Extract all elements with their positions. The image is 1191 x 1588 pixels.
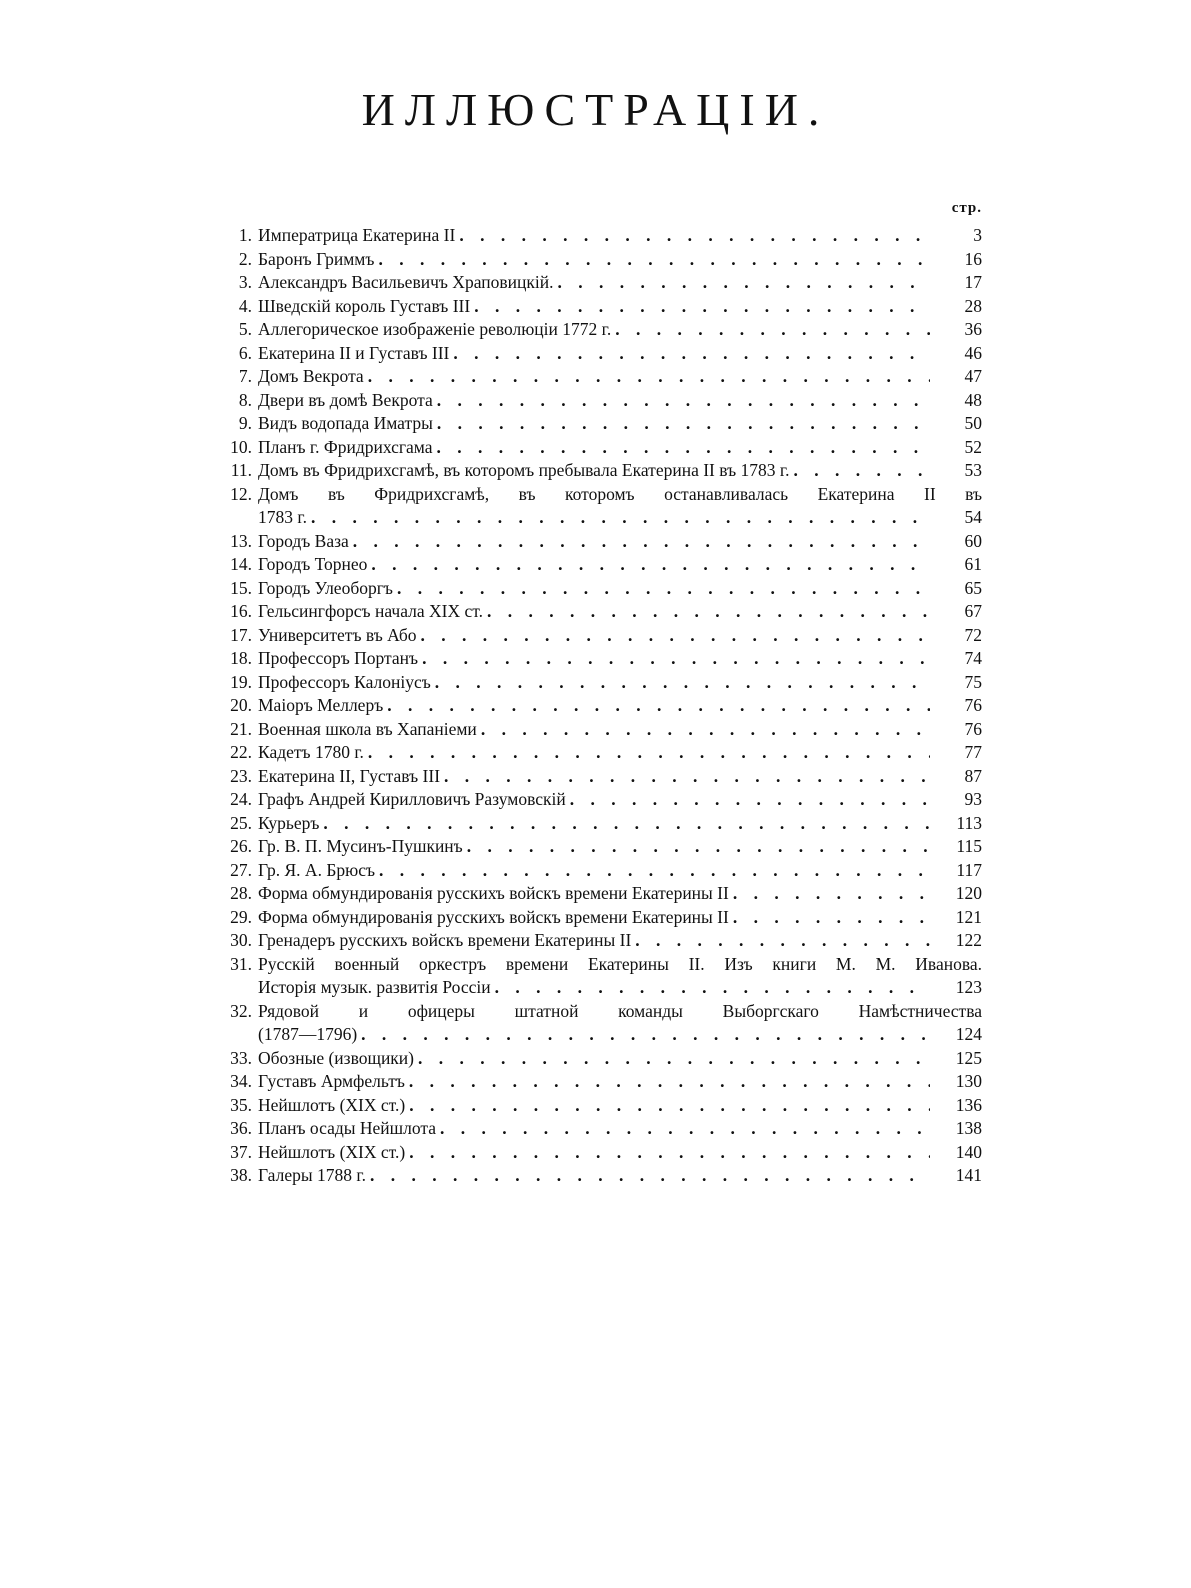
- page-number: 50: [964, 413, 982, 433]
- page-number: 125: [955, 1047, 982, 1068]
- entry-number: 28.: [230, 883, 252, 903]
- entry-title: Графъ Андрей Кирилловичъ Разумовскій: [258, 789, 566, 809]
- list-item: [212, 929, 982, 953]
- page-number: 47: [964, 366, 982, 386]
- entry-body: [258, 389, 982, 413]
- page-number: 76: [964, 695, 982, 715]
- entry-line: [258, 624, 982, 648]
- entry-number: 36.: [230, 1118, 252, 1138]
- page-number: 60: [964, 530, 982, 551]
- entry-number: 15.: [230, 577, 252, 598]
- entry-body: [258, 271, 982, 295]
- dot-leader: [437, 389, 930, 413]
- entry-title: Екатерина II, Густавъ III: [258, 765, 441, 786]
- dot-leader: [311, 506, 930, 530]
- entry-number: 27.: [230, 859, 252, 880]
- list-item: [212, 788, 982, 812]
- entry-title: Рядовой и офицеры штатной команды Выборгскаго Намѣстничества: [258, 1000, 982, 1021]
- entry-line: [258, 1141, 982, 1165]
- page-number: 46: [964, 342, 982, 363]
- entry-line: [258, 647, 982, 671]
- entry-number: 30.: [230, 930, 252, 950]
- entry-body: [258, 671, 982, 695]
- entry-number: 10.: [230, 436, 252, 457]
- page-number: 67: [964, 601, 982, 621]
- entry-body: [258, 882, 982, 906]
- entry-body: [258, 953, 982, 1000]
- entry-number: 11.: [230, 460, 252, 480]
- entry-number: 14.: [230, 554, 252, 574]
- entry-line: [258, 318, 982, 342]
- list-item: [212, 741, 982, 765]
- entry-body: [258, 1117, 982, 1141]
- list-item: [212, 271, 982, 295]
- dot-leader: [361, 1023, 930, 1047]
- list-item: [212, 248, 982, 272]
- page-number: 3: [973, 225, 982, 245]
- page-number: 77: [964, 742, 982, 762]
- page-number: 36: [964, 319, 982, 339]
- entry-line: [258, 600, 982, 624]
- entry-body: [258, 765, 982, 789]
- entry-line: [258, 882, 982, 906]
- dot-leader: [444, 765, 930, 789]
- list-item: [212, 459, 982, 483]
- entry-line: [258, 365, 982, 389]
- entry-number: 1.: [238, 225, 252, 245]
- entry-title: Домъ въ Фридрихсгамѣ, въ которомъ останавливалась Екатерина II въ: [258, 483, 982, 504]
- page-number: 75: [964, 671, 982, 692]
- page-number: 113: [956, 812, 982, 833]
- list-item: [212, 412, 982, 436]
- entry-line: [258, 671, 982, 695]
- entry-body: [258, 553, 982, 577]
- list-item: [212, 224, 982, 248]
- page-number: 48: [964, 389, 982, 410]
- entry-line: [258, 788, 982, 812]
- entry-body: [258, 318, 982, 342]
- entry-line: [258, 1164, 982, 1188]
- entry-body: [258, 436, 982, 460]
- page-number: 52: [964, 436, 982, 457]
- list-item: [212, 1164, 982, 1188]
- list-item: [212, 600, 982, 624]
- entry-line: [258, 859, 982, 883]
- list-item: [212, 765, 982, 789]
- page-number: 120: [955, 883, 982, 903]
- entry-body: [258, 624, 982, 648]
- dot-leader: [733, 882, 930, 906]
- dot-leader: [418, 1047, 930, 1071]
- entry-title: Гренадеръ русскихъ войскъ времени Екатерины II: [258, 930, 632, 950]
- entry-line: [258, 1117, 982, 1141]
- entry-title: Нейшлотъ (XIX ст.): [258, 1141, 406, 1162]
- entry-line: [258, 906, 982, 930]
- page-number: 115: [956, 836, 982, 856]
- entry-number: 13.: [230, 530, 252, 551]
- entry-number: 18.: [230, 648, 252, 668]
- page-number: 16: [964, 248, 982, 269]
- entry-body: [258, 906, 982, 930]
- page-number: 93: [964, 789, 982, 809]
- entry-body: [258, 248, 982, 272]
- entry-title: Баронъ Гриммъ: [258, 248, 375, 269]
- entry-number: 32.: [230, 1000, 252, 1021]
- page-number: 76: [964, 718, 982, 739]
- list-item: [212, 1000, 982, 1047]
- list-item: [212, 295, 982, 319]
- page-number: 17: [964, 272, 982, 292]
- entry-number: 33.: [230, 1047, 252, 1068]
- entry-line: [258, 459, 982, 483]
- entry-title: Форма обмундированія русскихъ войскъ времени Екатерины II: [258, 883, 729, 903]
- entry-title: Маіоръ Меллеръ: [258, 695, 384, 715]
- entry-body: [258, 1070, 982, 1094]
- entry-body: [258, 1000, 982, 1047]
- dot-leader: [409, 1141, 930, 1165]
- list-item: [212, 1070, 982, 1094]
- entry-title: (1787—1796): [258, 1024, 358, 1044]
- entry-line: [258, 1070, 982, 1094]
- entry-number: 19.: [230, 671, 252, 692]
- entry-title: Профессоръ Калоніусъ: [258, 671, 431, 692]
- entry-number: 37.: [230, 1141, 252, 1162]
- entry-line: [258, 412, 982, 436]
- dot-leader: [397, 577, 930, 601]
- entry-number: 21.: [230, 718, 252, 739]
- entry-line: [258, 483, 982, 507]
- dot-leader: [467, 835, 930, 859]
- list-item: [212, 906, 982, 930]
- illustrations-list: [212, 224, 982, 1188]
- entry-line: [258, 342, 982, 366]
- list-item: [212, 553, 982, 577]
- entry-line: [258, 718, 982, 742]
- dot-leader: [378, 248, 930, 272]
- page-number: 122: [955, 930, 982, 950]
- entry-line: [258, 953, 982, 977]
- entry-body: [258, 412, 982, 436]
- entry-line: [258, 976, 982, 1000]
- page-number: 65: [964, 577, 982, 598]
- page-number: 28: [964, 295, 982, 316]
- entry-title: Густавъ Армфельтъ: [258, 1071, 405, 1091]
- entry-title: Курьеръ: [258, 812, 320, 833]
- entry-title: Форма обмундированія русскихъ войскъ времени Екатерины II: [258, 906, 729, 927]
- list-item: [212, 389, 982, 413]
- list-item: [212, 647, 982, 671]
- dot-leader: [793, 459, 930, 483]
- entry-line: [258, 812, 982, 836]
- entry-number: 20.: [230, 695, 252, 715]
- entry-title: Университетъ въ Або: [258, 624, 417, 645]
- entry-title: Исторія музык. развитія Россіи: [258, 977, 491, 997]
- dot-leader: [409, 1070, 930, 1094]
- entry-number: 7.: [238, 366, 252, 386]
- entry-title: Гр. В. П. Мусинъ-Пушкинъ: [258, 836, 463, 856]
- dot-leader: [615, 318, 930, 342]
- list-item: [212, 1047, 982, 1071]
- list-item: [212, 530, 982, 554]
- list-item: [212, 365, 982, 389]
- list-item: [212, 812, 982, 836]
- entry-line: [258, 1000, 982, 1024]
- entry-body: [258, 835, 982, 859]
- dot-leader: [422, 647, 930, 671]
- entry-line: [258, 1094, 982, 1118]
- entry-number: 35.: [230, 1094, 252, 1115]
- page-number: 74: [964, 648, 982, 668]
- entry-number: 8.: [238, 389, 252, 410]
- dot-leader: [440, 1117, 930, 1141]
- entry-body: [258, 224, 982, 248]
- list-item: [212, 436, 982, 460]
- page-title: ИЛЛЮСТРАЦІИ.: [361, 84, 830, 135]
- entry-line: [258, 1047, 982, 1071]
- entry-title: Императрица Екатерина II: [258, 225, 456, 245]
- entry-number: 25.: [230, 812, 252, 833]
- entry-line: [258, 1023, 982, 1047]
- page-column-header: стр.: [951, 200, 982, 216]
- entry-title: Городъ Улеоборгъ: [258, 577, 393, 598]
- list-item: [212, 835, 982, 859]
- entry-title: Планъ г. Фридрихсгама: [258, 436, 433, 457]
- list-item: [212, 483, 982, 530]
- entry-body: [258, 600, 982, 624]
- page-number: 87: [964, 765, 982, 786]
- dot-leader: [635, 929, 930, 953]
- list-item: [212, 882, 982, 906]
- dot-leader: [379, 859, 930, 883]
- entry-line: [258, 553, 982, 577]
- entry-title: Аллегорическое изображеніе революціи 1772 г.: [258, 319, 612, 339]
- page-number: 140: [955, 1141, 982, 1162]
- list-item: [212, 1141, 982, 1165]
- entry-line: [258, 295, 982, 319]
- entry-title: 1783 г.: [258, 507, 307, 527]
- entry-line: [258, 224, 982, 248]
- dot-leader: [557, 271, 930, 295]
- dot-leader: [459, 224, 930, 248]
- entry-number: 6.: [238, 342, 252, 363]
- entry-title: Планъ осады Нейшлота: [258, 1118, 437, 1138]
- entry-line: [258, 271, 982, 295]
- entry-number: 38.: [230, 1165, 252, 1185]
- page-number: 117: [956, 859, 982, 880]
- entry-number: 16.: [230, 601, 252, 621]
- entry-title: Екатерина II и Густавъ III: [258, 342, 450, 363]
- entry-number: 24.: [230, 789, 252, 809]
- dot-leader: [570, 788, 930, 812]
- page-number: 54: [964, 507, 982, 527]
- dot-leader: [474, 295, 930, 319]
- entry-number: 29.: [230, 906, 252, 927]
- entry-body: [258, 718, 982, 742]
- page-number: 72: [964, 624, 982, 645]
- entry-title: Профессоръ Портанъ: [258, 648, 419, 668]
- entry-number: 5.: [238, 319, 252, 339]
- entry-line: [258, 530, 982, 554]
- entry-body: [258, 1164, 982, 1188]
- page-number: 141: [955, 1165, 982, 1185]
- entry-title: Видъ водопада Иматры: [258, 413, 433, 433]
- entry-body: [258, 741, 982, 765]
- entry-body: [258, 694, 982, 718]
- entry-number: 12.: [230, 483, 252, 504]
- dot-leader: [437, 412, 930, 436]
- page-number: 123: [955, 977, 982, 997]
- dot-leader: [487, 600, 930, 624]
- entry-body: [258, 459, 982, 483]
- page-number: 136: [955, 1094, 982, 1115]
- dot-leader: [353, 530, 930, 554]
- page-number: 61: [964, 554, 982, 574]
- entry-body: [258, 365, 982, 389]
- entry-number: 2.: [238, 248, 252, 269]
- entry-body: [258, 1047, 982, 1071]
- entry-line: [258, 694, 982, 718]
- page-number: 121: [955, 906, 982, 927]
- dot-leader: [323, 812, 930, 836]
- entry-number: 17.: [230, 624, 252, 645]
- list-item: [212, 318, 982, 342]
- entry-body: [258, 342, 982, 366]
- entry-title: Шведскій король Густавъ III: [258, 295, 471, 316]
- entry-number: 22.: [230, 742, 252, 762]
- entry-title: Городъ Торнео: [258, 554, 368, 574]
- entry-number: 23.: [230, 765, 252, 786]
- entry-line: [258, 248, 982, 272]
- list-item: [212, 953, 982, 1000]
- entry-title: Домъ Векрота: [258, 366, 364, 386]
- entry-title: Обозные (извощики): [258, 1047, 415, 1068]
- dot-leader: [495, 976, 930, 1000]
- entry-line: [258, 577, 982, 601]
- entry-title: Гельсингфорсъ начала XIX ст.: [258, 601, 483, 621]
- entry-title: Городъ Ваза: [258, 530, 349, 551]
- list-item: [212, 1094, 982, 1118]
- dot-leader: [368, 365, 930, 389]
- list-item: [212, 1117, 982, 1141]
- entry-body: [258, 812, 982, 836]
- list-item: [212, 718, 982, 742]
- entry-title: Галеры 1788 г.: [258, 1165, 366, 1185]
- entry-line: [258, 741, 982, 765]
- entry-body: [258, 859, 982, 883]
- entry-line: [258, 929, 982, 953]
- entry-body: [258, 647, 982, 671]
- entry-body: [258, 483, 982, 530]
- dot-leader: [733, 906, 930, 930]
- list-item: [212, 859, 982, 883]
- entry-line: [258, 835, 982, 859]
- entry-line: [258, 436, 982, 460]
- entry-body: [258, 577, 982, 601]
- entry-body: [258, 1094, 982, 1118]
- entry-number: 31.: [230, 953, 252, 974]
- list-item: [212, 694, 982, 718]
- page-number: 138: [955, 1118, 982, 1138]
- entry-title: Нейшлотъ (XIX ст.): [258, 1094, 406, 1115]
- list-item: [212, 671, 982, 695]
- list-item: [212, 342, 982, 366]
- dot-leader: [481, 718, 930, 742]
- dot-leader: [370, 1164, 930, 1188]
- entry-body: [258, 530, 982, 554]
- entry-number: 9.: [238, 413, 252, 433]
- dot-leader: [421, 624, 930, 648]
- page-number: 124: [955, 1024, 982, 1044]
- entry-title: Александръ Васильевичъ Храповицкій.: [258, 272, 554, 292]
- entry-title: Русскій военный оркестръ времени Екатерины II. Изъ книги М. М. Иванова.: [258, 953, 982, 974]
- dot-leader: [435, 671, 930, 695]
- entry-number: 34.: [230, 1071, 252, 1091]
- entry-line: [258, 765, 982, 789]
- list-item: [212, 624, 982, 648]
- entry-number: 26.: [230, 836, 252, 856]
- entry-body: [258, 929, 982, 953]
- page-number: 130: [955, 1071, 982, 1091]
- entry-line: [258, 506, 982, 530]
- dot-leader: [387, 694, 930, 718]
- entry-title: Домъ въ Фридрихсгамѣ, въ которомъ пребывала Екатерина II въ 1783 г.: [258, 460, 790, 480]
- entry-body: [258, 295, 982, 319]
- dot-leader: [437, 436, 930, 460]
- page-number: 53: [964, 460, 982, 480]
- dot-leader: [453, 342, 930, 366]
- entry-title: Двери въ домѣ Векрота: [258, 389, 433, 410]
- entry-number: 4.: [238, 295, 252, 316]
- entry-title: Военная школа въ Хапаніеми: [258, 718, 477, 739]
- entry-body: [258, 1141, 982, 1165]
- entry-title: Кадетъ 1780 г.: [258, 742, 364, 762]
- dot-leader: [409, 1094, 930, 1118]
- entry-line: [258, 389, 982, 413]
- dot-leader: [368, 741, 930, 765]
- entry-number: 3.: [238, 272, 252, 292]
- dot-leader: [371, 553, 930, 577]
- list-item: [212, 577, 982, 601]
- entry-title: Гр. Я. А. Брюсъ: [258, 859, 376, 880]
- entry-body: [258, 788, 982, 812]
